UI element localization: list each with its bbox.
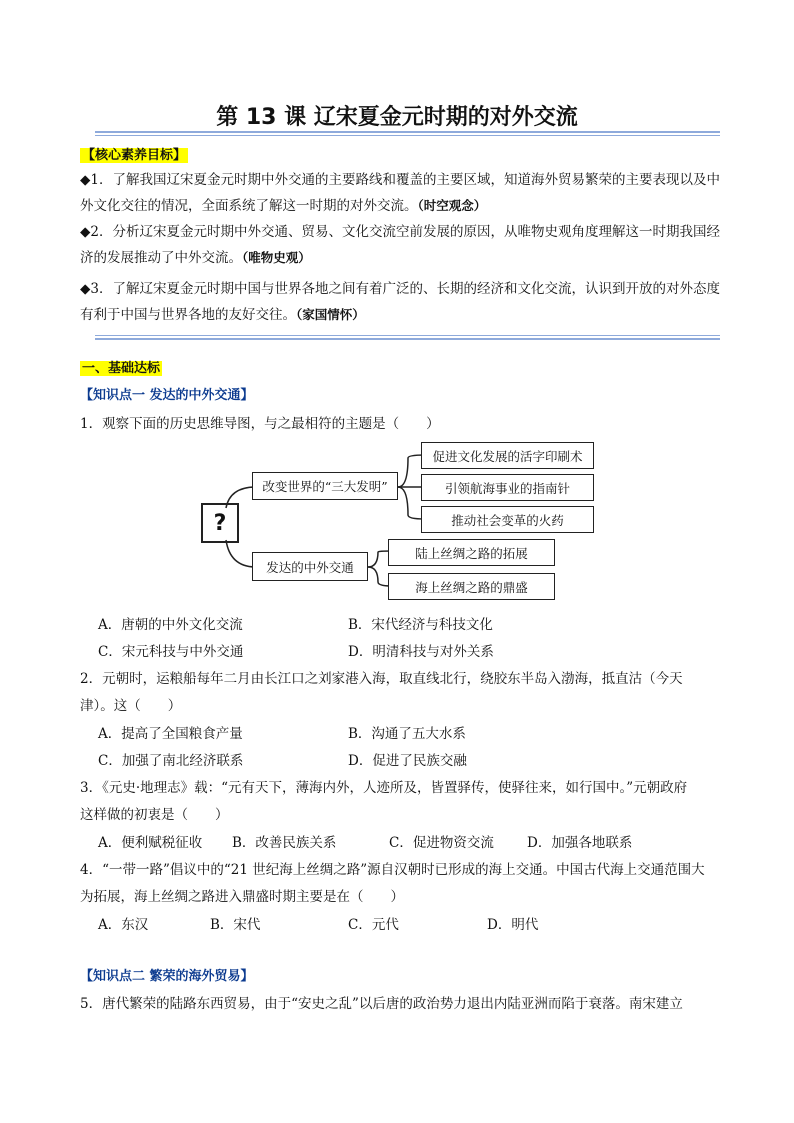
q4-option-d[interactable]: D．明代 — [487, 917, 539, 933]
q2-option-d[interactable]: D．促进了民族交融 — [348, 753, 467, 769]
diagram-branch-inventions: 改变世界的“三大发明” — [252, 472, 398, 500]
q3-option-c[interactable]: C．促进物资交流 — [389, 835, 494, 851]
diagram-item-gunpowder: 推动社会变革的火药 — [421, 506, 594, 533]
diagram-item-land-silk-road: 陆上丝绸之路的拓展 — [388, 539, 555, 566]
diagram-item-printing: 促进文化发展的活字印刷术 — [421, 442, 594, 469]
goal-item-2: ◆2．分析辽宋夏金元时期中外交通、贸易、文化交流空前发展的原因，从唯物史观角度理解这一时期我国经济的发展推动了中外交流。（唯物史观） — [80, 224, 720, 266]
page-title: 第 13 课 辽宋夏金元时期的对外交流 — [216, 105, 578, 130]
q1-option-b[interactable]: B．宋代经济与科技文化 — [348, 617, 493, 633]
q3-stem-line2: 这样做的初衷是（ ） — [80, 807, 229, 823]
diagram-branch-transport: 发达的中外交通 — [252, 552, 368, 581]
q2-option-c[interactable]: C．加强了南北经济联系 — [98, 753, 244, 769]
goals-header: 【核心素养目标】 — [82, 148, 187, 163]
q1-option-c[interactable]: C．宋元科技与中外交通 — [98, 644, 244, 660]
q2-stem-line2: 津）。这（ ） — [80, 698, 182, 714]
diagram-item-compass: 引领航海事业的指南针 — [421, 474, 594, 501]
goal-item-1: ◆1．了解我国辽宋夏金元时期中外交通的主要路线和覆盖的主要区域，知道海外贸易繁荣的主要表现以及中外文化交往的情况，全面系统了解这一时期的对外交流。（时空观念） — [80, 172, 720, 214]
q4-stem-line2: 为拓展，海上丝绸之路进入鼎盛时期主要是在（ ） — [80, 889, 404, 905]
q3-stem-line1: 3．《元史·地理志》载：“元有天下，薄海内外，人迹所及，皆置驿传，使驿往来，如行国中。”元朝政府 — [80, 780, 688, 796]
q4-stem-line1: 4．“一带一路”倡议中的“21 世纪海上丝绸之路”源自汉朝时已形成的海上交通。中国古代海上交通范围大 — [80, 862, 705, 878]
q4-option-c[interactable]: C．元代 — [348, 917, 399, 933]
q1-stem: 1．观察下面的历史思维导图，与之最相符的主题是（ ） — [80, 416, 440, 432]
knowledge-point-1: 【知识点一 发达的中外交通】 — [80, 388, 254, 403]
q3-option-d[interactable]: D．加强各地联系 — [527, 835, 633, 851]
q1-option-a[interactable]: A．唐朝的中外文化交流 — [98, 617, 243, 633]
q3-option-b[interactable]: B．改善民族关系 — [232, 835, 337, 851]
q5-stem-line1: 5．唐代繁荣的陆路东西贸易，由于“安史之乱”以后唐的政治势力退出内陆亚洲而陷于衰落。南宋建立 — [80, 996, 683, 1012]
q2-option-a[interactable]: A．提高了全国粮食产量 — [98, 726, 243, 742]
q3-option-a[interactable]: A．便利赋税征收 — [98, 835, 203, 851]
section-header: 一、基础达标 — [82, 361, 161, 376]
knowledge-point-2: 【知识点二 繁荣的海外贸易】 — [80, 969, 254, 984]
goal-item-3: ◆3．了解辽宋夏金元时期中国与世界各地之间有着广泛的、长期的经济和文化交流，认识到开放的对外态度有利于中国与世界各地的友好交往。（家国情怀） — [80, 281, 720, 323]
q1-option-d[interactable]: D．明清科技与对外关系 — [348, 644, 494, 660]
q2-stem-line1: 2．元朝时，运粮船每年二月由长江口之刘家港入海，取直线北行，绕胶东半岛入渤海，抵直沽（今天 — [80, 671, 683, 687]
q4-option-b[interactable]: B．宋代 — [210, 917, 261, 933]
q4-option-a[interactable]: A．东汉 — [98, 917, 149, 933]
diagram-center-question: ? — [201, 503, 239, 543]
diagram-item-sea-silk-road: 海上丝绸之路的鼎盛 — [388, 573, 555, 600]
q2-option-b[interactable]: B．沟通了五大水系 — [348, 726, 466, 742]
